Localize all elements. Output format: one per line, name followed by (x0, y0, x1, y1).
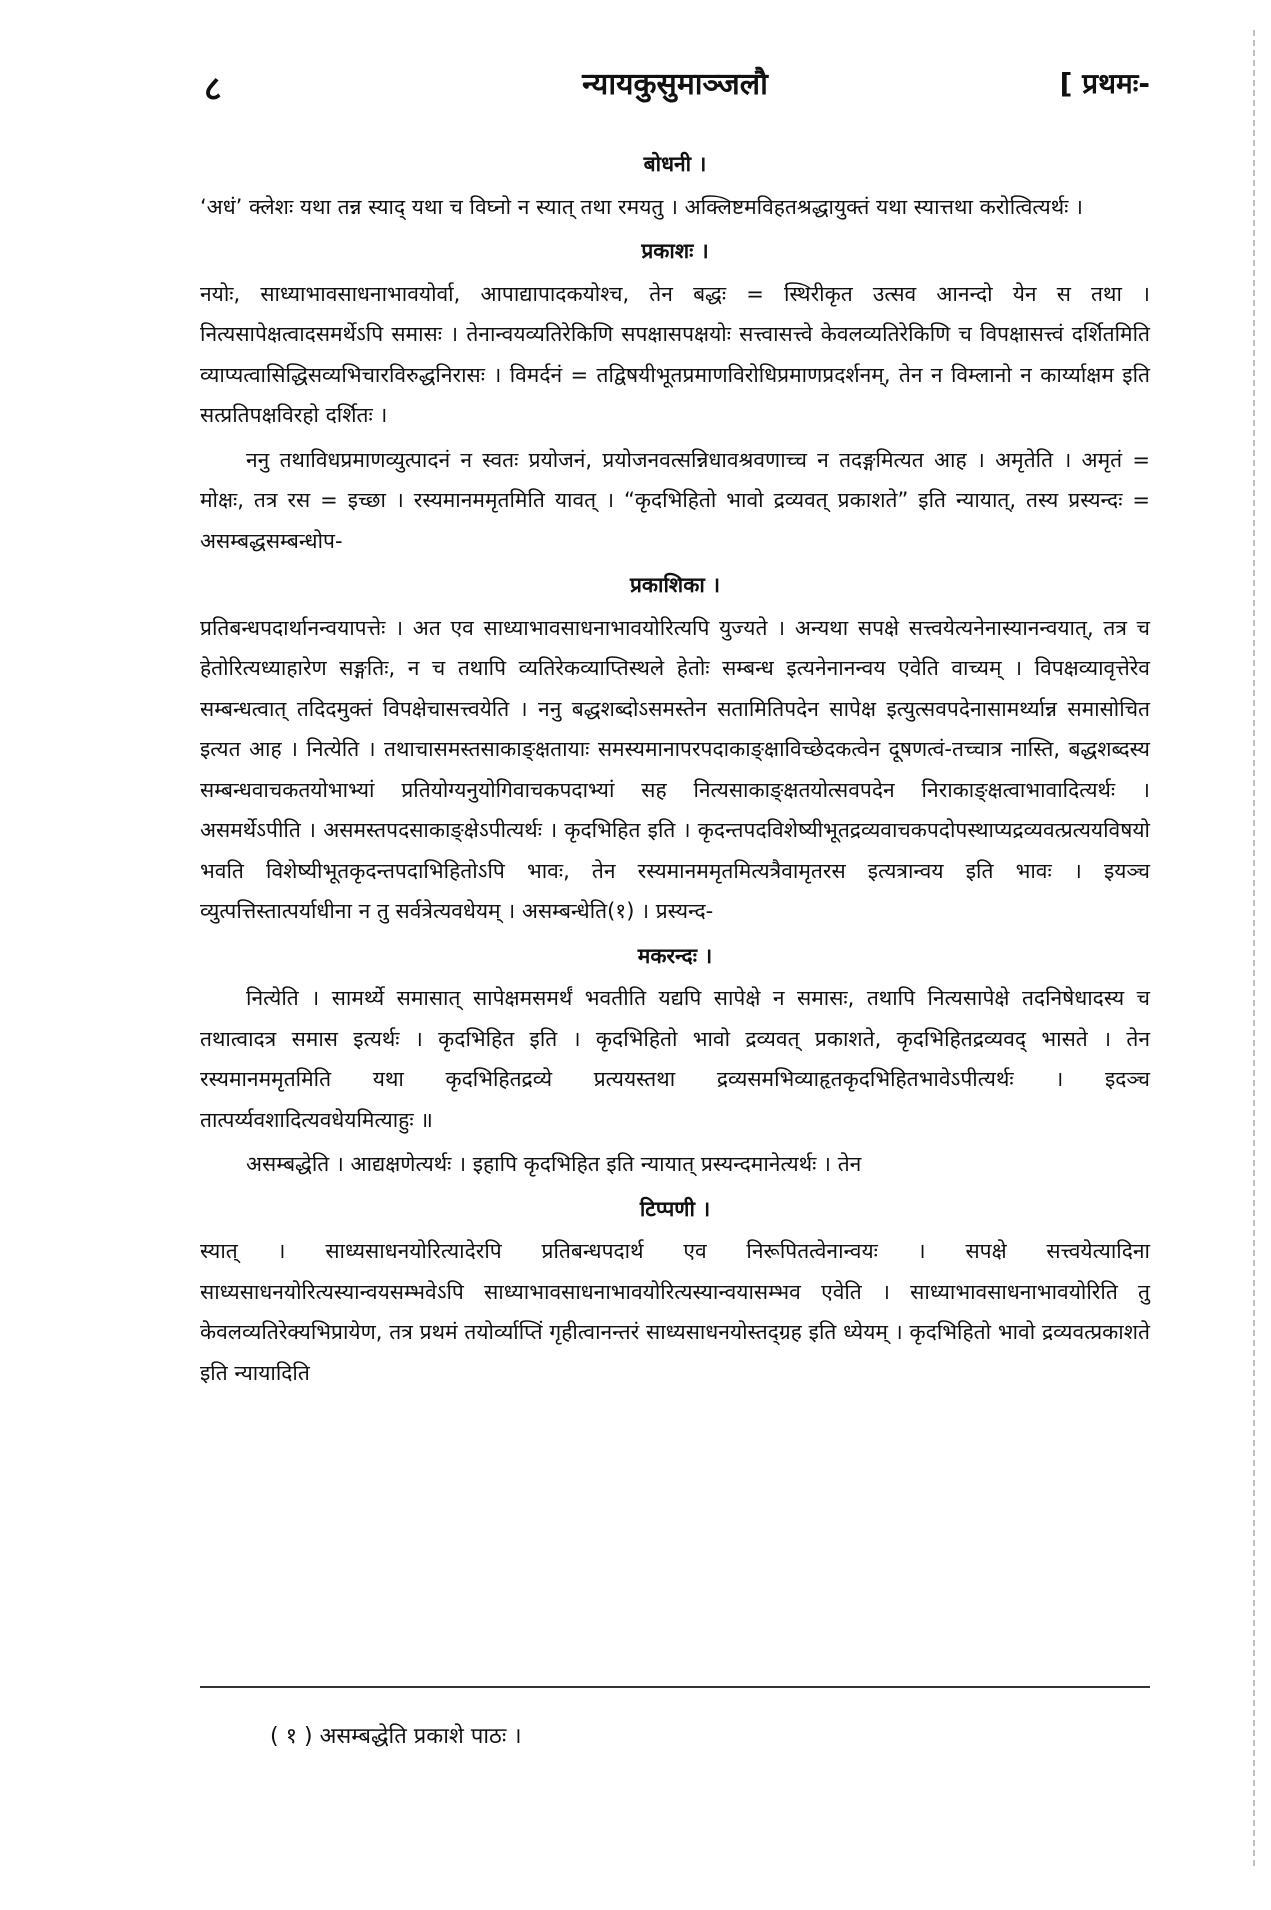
section-bodhani (200, 144, 1150, 227)
section-title: टिप्पणी । (639, 1196, 711, 1221)
section-tippani (200, 1189, 1150, 1394)
footnote: ( १ ) असम्बद्धेति प्रकाशे पाठः । (270, 1724, 522, 1749)
main-text (200, 140, 1150, 1397)
section-prakashika (200, 565, 1150, 932)
section-title: मकरन्दः । (637, 943, 713, 968)
paragraph: ननु तथाविधप्रमाणव्युत्पादनं न स्वतः प्रयोजनं, प्रयोजनवत्सन्निधावश्रवणाच्च न तदङ्गमित्यत आह । अमृतेति । अमृतं = मोक्षः, तत्र रस = इच्छा । रस्यमानममृतमिति यावत् । “कृदभिहितो भावो द्रव्यवत् प्रकाशते” इति न्यायात्, तस्य प्रस्यन्दः = असम्बद्धसम्बन्धोप- (200, 447, 1150, 553)
paragraph: नयोः, साध्याभावसाधनाभावयोर्वा, आपाद्यापादकयोश्च, तेन बद्धः = स्थिरीकृत उत्सव आनन्दो येन स तथा । नित्यसापेक्षत्वादसमर्थेऽपि समासः । तेनान्वयव्यतिरेकिणि सपक्षासपक्षयोः सत्त्वासत्त्वे केवलव्यतिरेकिणि च विपक्षासत्त्वं दर्शितमिति व्याप्यत्वासिद्धिसव्यभिचारविरुद्धनिरासः । विमर्दनं = तद्विषयीभूतप्रमाणविरोधिप्रमाणप्रदर्शनम्, तेन न विम्लानो न कार्य्याक्षम इति सत्प्रतिपक्षविरहो दर्शितः । (200, 281, 1150, 427)
paragraph: ‘अधं’ क्लेशः यथा तन्न स्याद् यथा च विघ्नो न स्यात् तथा रमयतु । अक्लिष्टमविहतश्रद्धायुक्तं यथा स्यात्तथा करोत्वित्यर्थः । (200, 194, 1083, 219)
section-title: प्रकाशः । (641, 239, 709, 263)
chapter-mark: [ प्रथमः- (1059, 67, 1150, 100)
section-makaranda (200, 936, 1150, 1185)
paragraph: स्यात् । साध्यसाधनयोरित्यादेरपि प्रतिबन्धपदार्थ एव निरूपितत्वेनान्वयः । सपक्षे सत्त्वयेत्यादिना साध्यसाधनयोरित्यस्यान्वयसम्भवेऽपि साध्याभावसाधनाभावयोरित्यस्यान्वयासम्भव एवेति । साध्याभावसाधनाभावयोरिति तु केवलव्यतिरेक्यभिप्रायेण, तत्र प्रथमं तयोर्व्याप्तिं गृहीत्वानन्तरं साध्यसाधनयोस्तद्ग्रह इति ध्येयम् । कृदभिहितो भावो द्रव्यवत्प्रकाशते इति न्यायादिति (200, 1239, 1150, 1385)
page-header (200, 62, 1150, 112)
section-prakasha (200, 231, 1150, 561)
running-title: न्यायकुसुमाञ्जलौ (582, 67, 768, 102)
section-title: प्रकाशिका । (629, 573, 721, 597)
paragraph: असम्बद्धेति । आद्यक्षणेत्यर्थः । इहापि कृदभिहित इति न्यायात् प्रस्यन्दमानेत्यर्थः । तेन (246, 1152, 862, 1176)
paragraph: नित्येति । सामर्थ्ये समासात् सापेक्षमसमर्थं भवतीति यद्यपि सापेक्षे न समासः, तथापि नित्यसापेक्षे तदनिषेधादस्य च तथात्वादत्र समास इत्यर्थः । कृदभिहित इति । कृदभिहितो भावो द्रव्यवत् प्रकाशते, कृदभिहितद्रव्यवद् भासते । तेन रस्यमानममृतमिति यथा कृदभिहितद्रव्ये प्रत्ययस्तथा द्रव्यसमभिव्याहृतकृदभिहितभावेऽपीत्यर्थः । इदञ्च तात्पर्य्यवशादित्यवधेयमित्याहुः ॥ (200, 986, 1150, 1132)
section-title: बोधनी । (643, 152, 707, 176)
paragraph: प्रतिबन्धपदार्थानन्वयापत्तेः । अत एव साध्याभावसाधनाभावयोरित्यपि युज्यते । अन्यथा सपक्षे सत्त्वयेत्यनेनास्यानन्वयात्, तत्र च हेतोरित्यध्याहारेण सङ्गतिः, न च तथापि व्यतिरेकव्याप्तिस्थले हेतोः सम्बन्ध इत्यनेनानन्वय एवेति वाच्यम् । विपक्षव्यावृत्तेरेव सम्बन्धत्वात् तदिदमुक्तं विपक्षेचासत्त्वयेति । ननु बद्धशब्दोऽसमस्तेन सतामितिपदेन सापेक्ष इत्युत्सवपदेनासामर्थ्यान्न समासोचित इत्यत आह । नित्येति । तथाचासमस्तसाकाङ्क्षतायाः समस्यमानापरपदाकाङ्क्षाविच्छेदकत्वेन दूषणत्वं-तच्चात्र नास्ति, बद्धशब्दस्य सम्बन्धवाचकतयोभाभ्यां प्रतियोग्यनुयोगिवाचकपदाभ्यां सह नित्यसाकाङ्क्षतयोत्सवपदेन निराकाङ्क्षत्वाभावादित्यर्थः । असमर्थेऽपीति । असमस्तपदसाकाङ्क्षेऽपीत्यर्थः । कृदभिहित इति । कृदन्तपदविशेष्यीभूतद्रव्यवाचकपदोपस्थाप्यद्रव्यवत्प्रत्ययविषयो भवति विशेष्यीभूतकृदन्तपदाभिहितोऽपि भावः, तेन रस्यमानममृतमित्यत्रैवामृतरस इत्यत्रान्वय इति भावः । इयञ्च व्युत्पत्तिस्तात्पर्याधीना न तु सर्वत्रेत्यवधेयम् । असम्बन्धेति(१) । प्रस्यन्द- (200, 615, 1150, 923)
page-number: ८ (204, 69, 222, 109)
binding-edge (1253, 30, 1255, 1870)
footnote-divider (200, 1686, 1150, 1688)
